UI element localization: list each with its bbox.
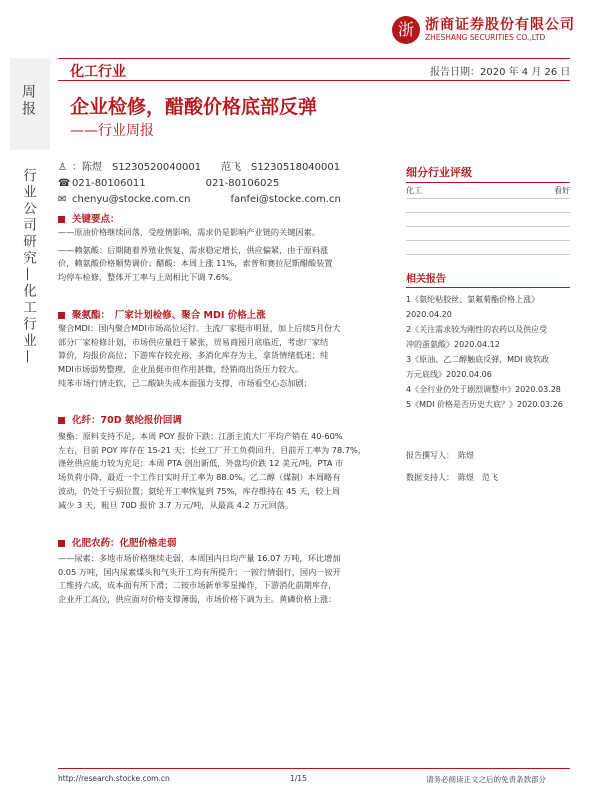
section-body-polyurethane: 聚合MDI：国内聚合MDI市场高位运行。主流厂家挺市明显，加上后续5月份大 部分厂家检修计划，市场供应量趋于紧张，贸易商囤月底临近，考虑厂家结 算价，均报价高位；下游库存较充裕，多消化库存为主，拿货情绪低迷；纯 MDI市场弱势整理，企业虽挺市但作用甚微，经销商出货压力较大。 纯苯市场行情走软，己二酸缺失成本面强力支撑，市场看空心态加剧； [58,323,341,388]
author-contact-block [58,160,341,208]
bullet-square-icon [58,540,65,547]
section-body-fertilizer: ——尿素：多地市场价格继续走弱，本周国内日均产量 16.07 万吨，环比增加 0.05 万吨，国内尿素煤头和气头开工均有所提升；一铵行情弱行，国内一铵开 工维持六成，成本面有所下滑；二铵市场新单零星操作，下游消化前期库存， 企业开工高位，供应面对价格支撑薄弱，市场价格下调为主。黄磷价格上涨： [58,553,341,605]
author-phone-row [58,176,341,192]
rating-row [406,185,570,196]
person-icon: ♙ [58,162,67,173]
author-emails[interactable]: chenyu@stocke.com.cn fanfei@stocke.com.cn [72,194,341,205]
company-logo [392,14,592,50]
author-name-row [58,160,341,176]
related-report-line[interactable]: 2《关注需求较为刚性的农药以及供应受 [406,325,548,334]
rating-rule [406,198,570,199]
related-report-line: 万元底线》2020.04.06 [406,370,492,379]
related-report-line: 冲的蛋氨酸》2020.04.12 [406,340,500,349]
email-icon: ✉ [58,194,67,205]
section-body-key-points: ——原油价格继续回落，受疫情影响，需求仍是影响产业链的关键因素。 ——赖氨酸：后期随着养殖业恢复，需求稳定增长，供应偏紧，由于原料涨 价，赖氨酸价格顺势调价；醋酸：本周上涨 11%，索普和赛拉尼斯醋酸装置 均停车检修，整体开工率与上周相比下调 7.6%。 [58,227,333,283]
rating-rule [406,254,570,255]
report-subtitle: ——行业周报 [70,123,154,139]
section-heading-key-points: 关键要点： [58,211,120,225]
report-title: 企业检修，醋酸价格底部反弹 [70,96,318,118]
bullet-square-icon [58,312,65,319]
analyst-block [406,445,498,489]
rating-value: 看好 [554,186,570,195]
section-heading-fiber: 化纤：70D 氨纶报价回调 [58,412,182,426]
header-divider-bottom [58,80,570,81]
industry-label: 化工行业 [70,64,126,80]
related-report-line[interactable]: 3《原油、乙二醇触底反弹，MDI 疲软政 [406,355,550,364]
logo-english-name: ZHESHANG SECURITIES CO.,LTD [425,33,546,42]
author-email-row [58,192,341,208]
logo-chinese-name: 浙商证券股份有限公司 [425,17,575,33]
report-writer: 报告撰写人： 陈煜 [406,451,474,460]
rating-divider [406,182,570,183]
section-heading-fertilizer: 化肥农药：化肥价格走弱 [58,535,177,549]
phone-icon: ☎ [58,178,71,189]
author-phones: 021-80106011 021-80106025 [72,178,280,189]
rating-rule [406,240,570,241]
side-label-weekly: 周报 [20,84,36,118]
related-report-line[interactable]: 4《全行业仍处于剧烈调整中》2020.03.28 [406,385,561,394]
section-heading-polyurethane: 聚氨酯： 厂家计划检修、聚合 MDI 价格上涨 [58,307,266,321]
rating-title: 细分行业评级 [406,166,472,179]
report-date: 报告日期：2020 年 4 月 26 日 [430,67,571,78]
side-category-label: 行业公司研究—化工行业— [20,168,36,366]
related-report-line[interactable]: 5《MDI 价格是否历史大底？》2020.03.26 [406,400,563,409]
footer-disclaimer: 请务必阅读正文之后的免责条款部分 [426,775,546,784]
rating-rule [406,226,570,227]
rating-rule [406,212,570,213]
related-reports-divider [406,287,570,288]
rating-sector: 化工 [406,186,422,195]
related-report-line: 2020.04.20 [406,310,452,319]
bullet-square-icon [58,417,65,424]
author-names: ：陈煜 S1230520040001 范飞 S1230518040001 [72,162,341,173]
related-reports-title: 相关报告 [406,274,446,285]
footer-divider [58,768,570,769]
bullet-square-icon [58,216,65,223]
related-report-line[interactable]: 1《氨纶粘胶丝、氯氟菊酯价格上涨》 [406,295,540,304]
footer-url[interactable]: http://research.stocke.com.cn [58,774,170,783]
footer-page-number: 1/15 [290,774,307,783]
section-body-fiber: 聚酯：原料支持不足，本周 POY 报价下跌；江浙主流大厂平均产销在 40-60% 左右，目前 POY 库存在 15-21 天；长丝工厂开工负荷回升，目前开工率为 78.7%， 涤丝供应能力较为充足；本周 PTA 创出新低，外盘均价跌 12 美元/吨，PTA 市 场负荷小降，最近一个工作日实时开工率为 88.0%。乙二醇（煤制）本周略有 波动，仍处于亏损位置；氨纶开工率恢复到 75%，库存维持在 45 天，较上周 减少 3 天，粗旦 70D 报价 3.7 万元/吨，从最高 4.2 万元回落。 [58,431,366,510]
related-reports-list [406,292,578,412]
logo-mark-icon: 浙 [392,16,420,44]
header-divider-top [58,58,570,59]
data-contact: 数据支持人： 陈煜 范飞 [406,473,498,482]
